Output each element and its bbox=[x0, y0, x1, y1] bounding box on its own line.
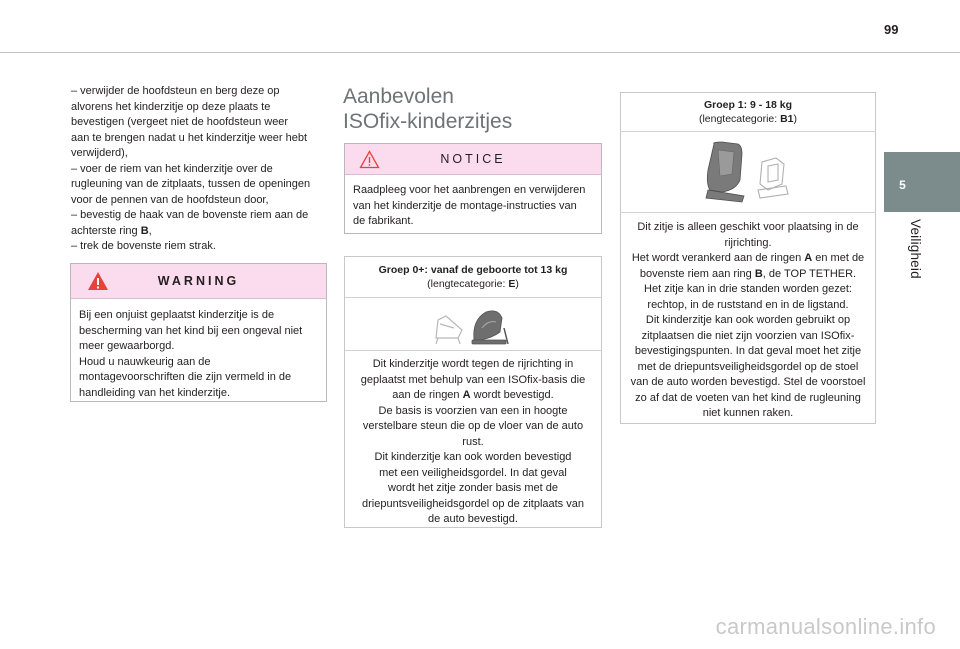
forward-facing-seat-icon bbox=[698, 140, 798, 204]
text-line: niet kunnen raken. bbox=[702, 407, 794, 419]
group1-category bbox=[625, 112, 871, 126]
text-line: Houd u nauwkeurig aan de bbox=[79, 355, 211, 368]
text-line: met de driepuntsveiligheidsgordel op de stoel bbox=[637, 360, 859, 373]
ring-label: A bbox=[462, 389, 471, 401]
group1-title: Groep 1: 9 - 18 kg bbox=[703, 99, 793, 111]
text-line: meer gewaarborgd. bbox=[79, 340, 175, 352]
group0-text bbox=[345, 351, 601, 534]
text-line: Dit kinderzitje kan ook worden bevestigd bbox=[374, 451, 572, 463]
header-divider bbox=[0, 52, 960, 53]
group0-title: Groep 0+: vanaf de geboorte tot 13 kg bbox=[378, 264, 568, 276]
group0-category bbox=[349, 277, 597, 291]
text-line: van het kinderzitje de montage-instructies van bbox=[353, 199, 577, 212]
text-line: voor de pennen van de hoofdsteun door, bbox=[71, 193, 269, 206]
text-run: achterste ring bbox=[71, 224, 141, 237]
text-line: Dit kinderzitje kan ook worden gebruikt op bbox=[645, 314, 851, 326]
text-run: Het wordt verankerd aan de ringen bbox=[631, 252, 805, 264]
group0-illustration bbox=[345, 298, 601, 351]
warning-icon bbox=[87, 271, 109, 291]
instruction-list bbox=[71, 84, 327, 255]
text-line: zitplaatsen die niet zijn voorzien van ISOfix- bbox=[641, 329, 855, 342]
group0-box bbox=[344, 256, 602, 528]
category-value: E bbox=[508, 278, 516, 290]
text-line: rechtop, in de ruststand en in de ligstand. bbox=[647, 298, 849, 311]
text-line: aan te brengen nadat u het kinderzitje weer hebt bbox=[71, 131, 308, 144]
text-line: verwijderd), bbox=[71, 147, 128, 159]
text-line: Raadpleeg voor het aanbrengen en verwijderen bbox=[353, 184, 586, 196]
text-run: , bbox=[148, 224, 152, 237]
text-line: – voer de riem van het kinderzitje over de bbox=[71, 162, 273, 175]
text-line: rust. bbox=[462, 435, 484, 448]
text-line: wordt het zitje zonder basis met de bbox=[388, 482, 558, 494]
group1-header bbox=[621, 93, 875, 132]
text-line: – trek de bovenste riem strak. bbox=[71, 240, 216, 252]
notice-title: NOTICE bbox=[440, 152, 506, 166]
text-run: , de TOP TETHER. bbox=[762, 267, 857, 280]
text-line: montagevoorschriften die zijn vermeld in de bbox=[79, 371, 292, 383]
ring-label: B bbox=[754, 267, 763, 280]
text-line: Bij een onjuist geplaatst kinderzitje is de bbox=[79, 309, 275, 321]
text-line bbox=[627, 251, 869, 267]
text-line bbox=[627, 267, 869, 283]
watermark: carmanualsonline.info bbox=[715, 614, 936, 639]
text-line: bescherming van het kind bij een ongeval niet bbox=[79, 324, 303, 337]
group1-text bbox=[621, 213, 875, 428]
text-line: Het zitje kan in drie standen worden gezet: bbox=[644, 283, 852, 295]
text-line: verstelbare steun die op de vloer van de auto bbox=[362, 420, 584, 432]
text-line: Dit kinderzitje wordt tegen de rijrichting in bbox=[372, 358, 574, 370]
warning-title: WARNING bbox=[157, 274, 240, 288]
notice-icon bbox=[359, 150, 380, 169]
text-line: driepuntsveiligheidsgordel op de zitplaats van bbox=[362, 497, 584, 510]
text-run: (lengtecategorie: bbox=[698, 113, 781, 125]
ring-label: A bbox=[804, 252, 813, 264]
category-value: B1 bbox=[780, 113, 794, 125]
ring-label: B bbox=[140, 224, 149, 237]
text-line: bevestigen (vergeet niet de hoofdsteun weer bbox=[71, 116, 289, 128]
text-run: bovenste riem aan ring bbox=[639, 267, 755, 280]
text-line: de fabrikant. bbox=[353, 215, 414, 227]
text-run: aan de ringen bbox=[392, 389, 463, 401]
text-run: ) bbox=[793, 113, 798, 125]
text-run: (lengtecategorie: bbox=[427, 278, 509, 290]
text-line: zo af dat de voeten van het kind de rugleuning bbox=[635, 391, 861, 404]
notice-header bbox=[345, 144, 601, 175]
section-title-line: ISOfix-kinderzitjes bbox=[343, 110, 513, 133]
notice-text bbox=[345, 175, 601, 230]
chapter-title: Veiligheid bbox=[908, 219, 923, 279]
text-line: – verwijder de hoofdsteun en berg deze op bbox=[71, 85, 280, 97]
rear-facing-seat-icon bbox=[428, 302, 518, 346]
text-line: De basis is voorzien van een in hoogte bbox=[378, 404, 568, 417]
text-line: handleiding van het kinderzitje. bbox=[79, 386, 231, 399]
text-line: alvorens het kinderzitje op deze plaats te bbox=[71, 100, 271, 113]
text-line: van de auto worden bevestigd. Stel de voorstoel bbox=[630, 376, 866, 388]
page-number: 99 bbox=[884, 22, 899, 37]
text-line: Dit zitje is alleen geschikt voor plaatsing in de bbox=[637, 221, 859, 233]
text-line bbox=[71, 224, 327, 240]
text-run: en met de bbox=[812, 252, 865, 264]
text-line: bevestigingspunten. In dat geval moet het zitje bbox=[634, 345, 862, 357]
section-title-line: Aanbevolen bbox=[343, 85, 454, 108]
text-line bbox=[351, 388, 595, 404]
group1-box bbox=[620, 92, 876, 424]
chapter-number: 5 bbox=[899, 178, 906, 192]
group0-header bbox=[345, 257, 601, 298]
text-line: – bevestig de haak van de bovenste riem aan de bbox=[71, 209, 309, 221]
text-run: ) bbox=[515, 278, 519, 290]
text-line: rugleuning van de zitplaats, tussen de openingen bbox=[71, 178, 311, 190]
text-run: wordt bevestigd. bbox=[470, 389, 554, 401]
section-title bbox=[343, 84, 512, 134]
group1-illustration bbox=[621, 132, 875, 213]
warning-text bbox=[71, 299, 326, 401]
warning-header bbox=[71, 264, 326, 299]
text-line: rijrichting. bbox=[724, 236, 772, 249]
text-line: de auto bevestigd. bbox=[428, 513, 518, 525]
notice-box bbox=[344, 143, 602, 234]
text-line: met een veiligheidsgordel. In dat geval bbox=[379, 466, 567, 479]
text-line: geplaatst met behulp van een ISOfix-basis die bbox=[360, 373, 586, 386]
warning-box bbox=[70, 263, 327, 402]
